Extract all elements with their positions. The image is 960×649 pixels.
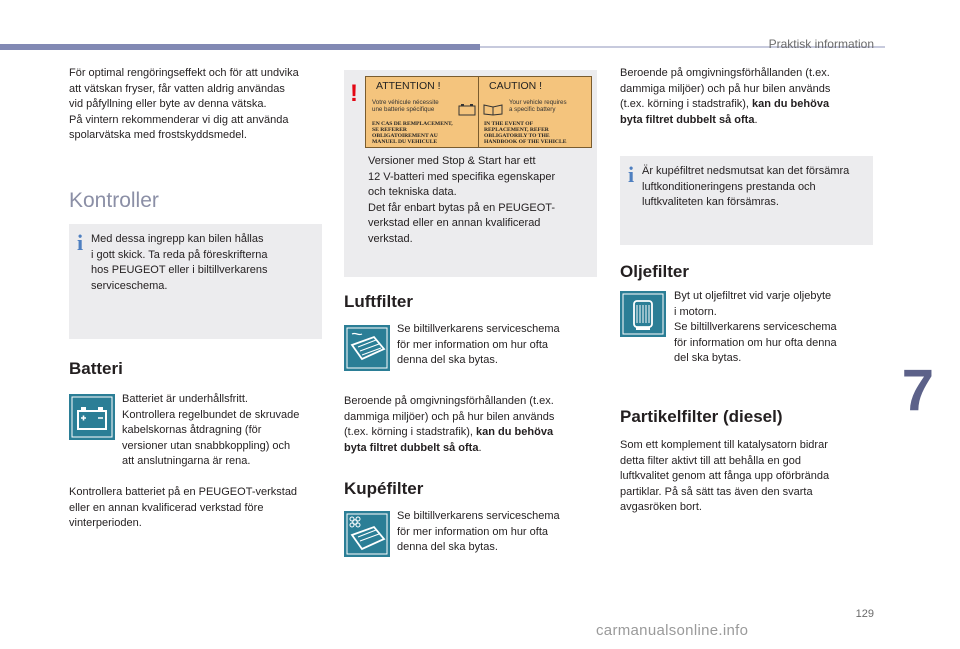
luftfilter-icon-text: Se biltillverkarens serviceschema för mer information om hur ofta denna del ska bytas. xyxy=(397,323,560,366)
page-number: 129 xyxy=(855,608,874,620)
kupefilter-info-box xyxy=(620,156,873,245)
partikelfilter-heading: Partikelfilter (diesel) xyxy=(620,407,783,426)
stopstart-text: Versioner med Stop & Start har ett 12 V-batteri med specifika egenskaper och tekniska data. Det får enbart bytas på en PEUGEOT- verkstad eller en annan kvalificerad verkstad. xyxy=(368,155,556,245)
luftfilter-paragraph xyxy=(344,394,599,456)
stopstart-info-box xyxy=(344,70,597,277)
kontroller-info-box xyxy=(69,224,322,339)
kupefilter-paragraph-bold: kan du behöva byta filtret dubbelt så ofta xyxy=(620,98,830,126)
warning-icon: ! xyxy=(350,80,358,107)
oil-filter-icon xyxy=(620,291,666,337)
label-battery-icon xyxy=(457,102,479,116)
chapter-number: 7 xyxy=(901,358,934,423)
kupefilter-paragraph-end: . xyxy=(754,113,758,126)
luftfilter-heading: Luftfilter xyxy=(344,292,413,311)
kupefilter-paragraph xyxy=(620,66,875,128)
batteri-text: Batteriet är underhållsfritt. Kontrollera regelbundet de skruvade kabelskornas åtdragning (för versioner utan snabbkoppling) och att anslutningarna är rena. xyxy=(122,393,300,467)
label-caution: CAUTION ! xyxy=(489,80,543,92)
label-book-icon xyxy=(482,102,504,116)
kupefilter-paragraph-text: Beroende på omgivningsförhållanden (t.ex. dammiga miljöer) och på hur bilen används (t.ex. körning i stadstrafik), xyxy=(620,67,831,110)
battery-warning-label xyxy=(365,76,592,148)
watermark: carmanualsonline.info xyxy=(596,622,749,639)
kupefilter-icon-text: Se biltillverkarens serviceschema för mer information om hur ofta denna del ska bytas. xyxy=(397,510,560,553)
air-filter-icon xyxy=(344,325,390,371)
header-bar xyxy=(0,44,480,50)
label-attention: ATTENTION ! xyxy=(376,80,441,92)
label-fr-small: Votre véhicule nécessite une batterie spécifique xyxy=(372,99,439,113)
luftfilter-paragraph-bold: kan du behöva byta filtret dubbelt så ofta xyxy=(344,426,554,454)
luftfilter-paragraph-end: . xyxy=(478,441,482,454)
kontroller-heading: Kontroller xyxy=(69,189,159,212)
cabin-filter-icon xyxy=(344,511,390,557)
batteri-paragraph: Kontrollera batteriet på en PEUGEOT-verkstad eller en annan kvalificerad verkstad före vinterperioden. xyxy=(69,486,298,529)
oljefilter-heading: Oljefilter xyxy=(620,262,689,281)
intro-text: För optimal rengöringseffekt och för att undvika att vätskan fryser, får vatten aldrig användas vid påfyllning eller byte av denna vätska. På vintern rekommenderar vi dig att använda spolarvätska med frostskyddsmedel. xyxy=(69,67,299,141)
kupefilter-heading: Kupéfilter xyxy=(344,479,424,498)
luftfilter-paragraph-text: Beroende på omgivningsförhållanden (t.ex. dammiga miljöer) och på hur bilen används (t.ex. körning i stadstrafik), xyxy=(344,395,555,438)
batteri-heading: Batteri xyxy=(69,359,123,378)
label-fr-bold: EN CAS DE REMPLACEMENT, SE REFERER OBLIGATOIREMENT AU MANUEL DU VEHICULE xyxy=(372,121,453,145)
label-en-small: Your vehicle requires a specific battery xyxy=(509,99,567,113)
kontroller-info-text: Med dessa ingrepp kan bilen hållas i gott skick. Ta reda på föreskrifterna hos PEUGEOT eller i biltillverkarens serviceschema. xyxy=(91,233,268,292)
section-title: Praktisk information xyxy=(768,37,874,51)
partikelfilter-text: Som ett komplement till katalysatorn bidrar detta filter aktivt till att behålla en god luftkvalitet genom att fånga upp oförbrända partiklar. På så sätt tas även den svarta avgasröken bort. xyxy=(620,439,830,513)
battery-icon xyxy=(69,394,115,440)
oljefilter-text: Byt ut oljefiltret vid varje oljebyte i motorn. Se biltillverkarens serviceschema för information om hur ofta denna del ska bytas. xyxy=(674,290,837,364)
label-en-bold: IN THE EVENT OF REPLACEMENT, REFER OBLIGATORILY TO THE HANDBOOK OF THE VEHICLE xyxy=(484,121,567,145)
info-icon: i xyxy=(76,230,84,255)
kupefilter-info-text: Är kupéfiltret nedsmutsat kan det försämra luftkonditioneringens prestanda och luftkvaliteten kan försämras. xyxy=(642,165,850,208)
info-icon: i xyxy=(627,162,635,187)
